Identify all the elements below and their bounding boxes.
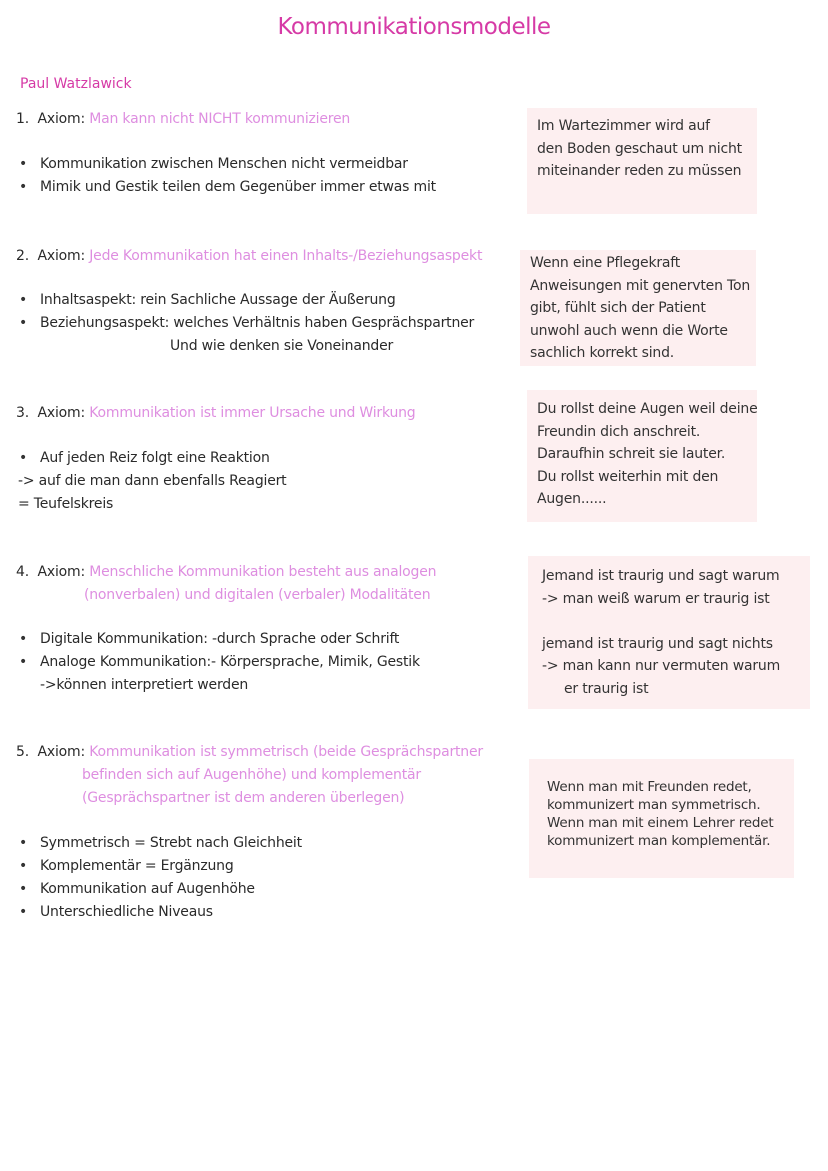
bullet-item: • Kommunikation auf Augenhöhe <box>40 878 255 901</box>
example-line <box>542 610 800 633</box>
example-line: Jemand ist traurig und sagt warum <box>542 568 780 584</box>
example-line: Anweisungen mit genervten Ton <box>530 277 750 294</box>
axiom-label: Axiom: <box>37 248 85 264</box>
example-box-4 <box>528 556 810 709</box>
example-line: Wenn man mit Freunden redet, <box>547 779 752 795</box>
bullet-continuation: Und wie denken sie Voneinander <box>170 338 394 354</box>
axiom-3-heading <box>16 402 416 425</box>
bullet-item: • Kommunikation zwischen Menschen nicht vermeidbar <box>40 153 408 176</box>
axiom-statement-line: befinden sich auf Augenhöhe) und komplementär <box>82 767 421 783</box>
bullet-item: • Auf jeden Reiz folgt eine Reaktion <box>40 447 270 470</box>
result-line: = Teufelskreis <box>18 496 114 512</box>
example-line: sachlich korrekt sind. <box>530 345 675 361</box>
axiom-statement: Man kann nicht NICHT kommunizieren <box>89 111 351 127</box>
axiom-statement: Kommunikation ist symmetrisch (beide Gesprächspartner <box>89 744 483 760</box>
axiom-statement-line: (Gesprächspartner ist dem anderen überlegen) <box>82 790 405 806</box>
example-line: -> man kann nur vermuten warum <box>542 658 781 674</box>
axiom-statement: Jede Kommunikation hat einen Inhalts-/Beziehungsaspekt <box>89 248 483 264</box>
example-line: er traurig ist <box>564 680 649 697</box>
axiom-4-heading <box>16 561 436 584</box>
bullet-item: • Symmetrisch = Strebt nach Gleichheit <box>40 832 302 855</box>
page-title: Kommunikationsmodelle <box>277 14 551 40</box>
example-line: Du rollst deine Augen weil deine <box>537 401 758 417</box>
bullet-item: • Digitale Kommunikation: -durch Sprache oder Schrift <box>40 628 399 651</box>
example-line: den Boden geschaut um nicht <box>537 140 742 157</box>
bullet-item: • Komplementär = Ergänzung <box>40 855 234 878</box>
example-line: Wenn man mit einem Lehrer redet <box>547 815 774 831</box>
example-box-3 <box>527 390 757 522</box>
axiom-label: Axiom: <box>37 564 85 580</box>
axiom-statement-line: (nonverbalen) und digitalen (verbaler) Modalitäten <box>84 587 431 603</box>
example-line: Augen...... <box>537 491 607 507</box>
axiom-number: 3. <box>16 405 29 421</box>
example-line: miteinander reden zu müssen <box>537 163 742 179</box>
example-box-5 <box>529 759 794 878</box>
example-line: kommunizert man komplementär. <box>547 833 771 849</box>
bullet-continuation: ->können interpretiert werden <box>40 677 249 693</box>
example-line: Freundin dich anschreit. <box>537 423 701 440</box>
example-line: jemand ist traurig und sagt nichts <box>542 635 773 652</box>
axiom-label: Axiom: <box>37 744 85 760</box>
example-line: kommunizert man symmetrisch. <box>547 797 761 813</box>
bullet-item: • Inhaltsaspekt: rein Sachliche Aussage der Äußerung <box>40 289 396 312</box>
axiom-label: Axiom: <box>37 111 85 127</box>
axiom-1-heading <box>16 108 350 131</box>
axiom-label: Axiom: <box>37 405 85 421</box>
axiom-statement: Kommunikation ist immer Ursache und Wirkung <box>89 405 416 421</box>
axiom-number: 1. <box>16 111 29 127</box>
example-line: Daraufhin schreit sie lauter. <box>537 446 726 462</box>
example-line: -> man weiß warum er traurig ist <box>542 590 770 607</box>
arrow-line: -> auf die man dann ebenfalls Reagiert <box>18 473 287 489</box>
example-box-1 <box>527 108 757 214</box>
example-line: gibt, fühlt sich der Patient <box>530 300 706 316</box>
example-line: Im Wartezimmer wird auf <box>537 118 710 134</box>
axiom-5-heading <box>16 741 483 764</box>
axiom-2-heading <box>16 245 482 268</box>
example-line: Du rollst weiterhin mit den <box>537 468 719 485</box>
example-box-2 <box>520 250 756 366</box>
example-line: Wenn eine Pflegekraft <box>530 255 681 271</box>
example-line: unwohl auch wenn die Worte <box>530 322 728 339</box>
bullet-item: • Unterschiedliche Niveaus <box>40 901 213 924</box>
axiom-statement: Menschliche Kommunikation besteht aus analogen <box>89 564 437 580</box>
bullet-item: • Analoge Kommunikation:- Körpersprache, Mimik, Gestik <box>40 651 420 674</box>
axiom-number: 4. <box>16 564 29 580</box>
axiom-number: 5. <box>16 744 29 760</box>
author-name: Paul Watzlawick <box>20 76 132 92</box>
axiom-number: 2. <box>16 248 29 264</box>
bullet-item: • Beziehungsaspekt: welches Verhältnis haben Gesprächspartner <box>40 312 474 335</box>
bullet-item: • Mimik und Gestik teilen dem Gegenüber immer etwas mit <box>40 176 436 199</box>
